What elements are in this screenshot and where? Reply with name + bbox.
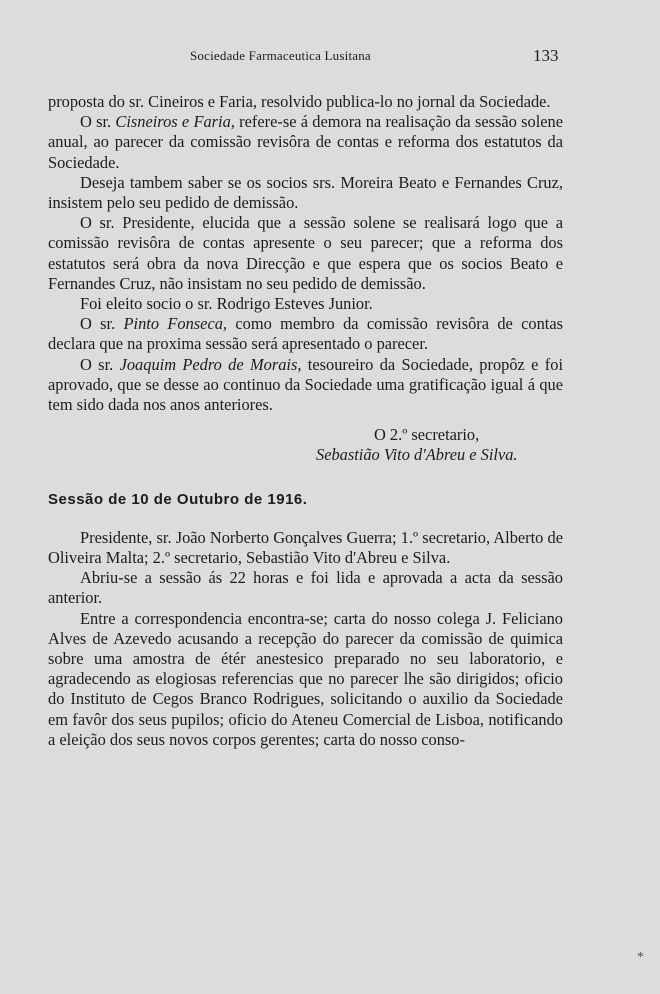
page-header <box>0 48 660 70</box>
paragraph: O sr. Presidente, elucida que a sessão solene se realisará logo que a comissão revisôra de contas apresente o seu parecer; que a reforma dos estatutos será obra da nova Direcção e que espera que os socios Beato e Fernandes Cruz, não insistam no seu pedido de demissão. <box>48 213 563 293</box>
paragraph: O sr. Pinto Fonseca, como membro da comissão revisôra de contas declara que na proxima sessão será apresentado o parecer. <box>48 314 564 354</box>
speaker-name: Pinto Fonseca, <box>123 314 228 334</box>
paragraph: Presidente, sr. João Norberto Gonçalves Guerra; 1.º secretario, Alberto de Oliveira Malta; 2.º secretario, Sebastião Vito d'Abreu e Silva. <box>48 527 563 568</box>
page-number: 133 <box>533 46 559 65</box>
session-heading: Sessão de 10 de Outubro de 1916. <box>48 490 308 508</box>
speaker-name: Joaquim Pedro de Morais, <box>119 354 302 374</box>
footer-mark: * <box>637 950 644 965</box>
body-text <box>48 92 563 750</box>
running-title: Sociedade Farmaceutica Lusitana <box>190 48 371 63</box>
paragraph: Entre a correspondencia encontra-se; carta do nosso colega J. Feliciano Alves de Azevedo acusando a recepção do parecer da comissão de quimica sobre uma amostra de étér anestesico preparado no seu laboratorio, e agradecendo as elogiosas referencias que no parecer lhe são dirigidos; oficio do Instituto de Cegos Branco Rodrigues, solicitando o auxilio da Sociedade em favôr dos seus pupilos; oficio do Ateneu Comercial de Lisboa, notificando a eleição dos seus novos corpos gerentes; carta do nosso conso- <box>48 608 563 749</box>
paragraph: O sr. Joaquim Pedro de Morais, tesoureiro da Sociedade, propôz e foi aprovado, que se desse ao continuo da Sociedade uma gratificação igual á que tem sido dada nos anos anteriores. <box>48 354 564 415</box>
paragraph: Foi eleito socio o sr. Rodrigo Esteves Junior. <box>80 294 373 314</box>
paragraph: Abriu-se a sessão ás 22 horas e foi lida e aprovada a acta da sessão anterior. <box>48 568 563 608</box>
paragraph: Deseja tambem saber se os socios srs. Moreira Beato e Fernandes Cruz, insistem pelo seu pedido de demissão. <box>48 172 563 213</box>
signature-name: Sebastião Vito d'Abreu e Silva. <box>316 445 518 465</box>
paragraph: O sr. Cisneiros e Faria, refere-se á demora na realisação da sessão solene anual, ao parecer da comissão revisôra de contas e reforma dos estatutos da Sociedade. <box>48 112 563 172</box>
signature-role: O 2.º secretario, <box>374 425 480 445</box>
speaker-name: Cisneiros e Faria, <box>115 112 235 132</box>
paragraph: proposta do sr. Cineiros e Faria, resolvido publica-lo no jornal da Sociedade. <box>48 92 551 111</box>
